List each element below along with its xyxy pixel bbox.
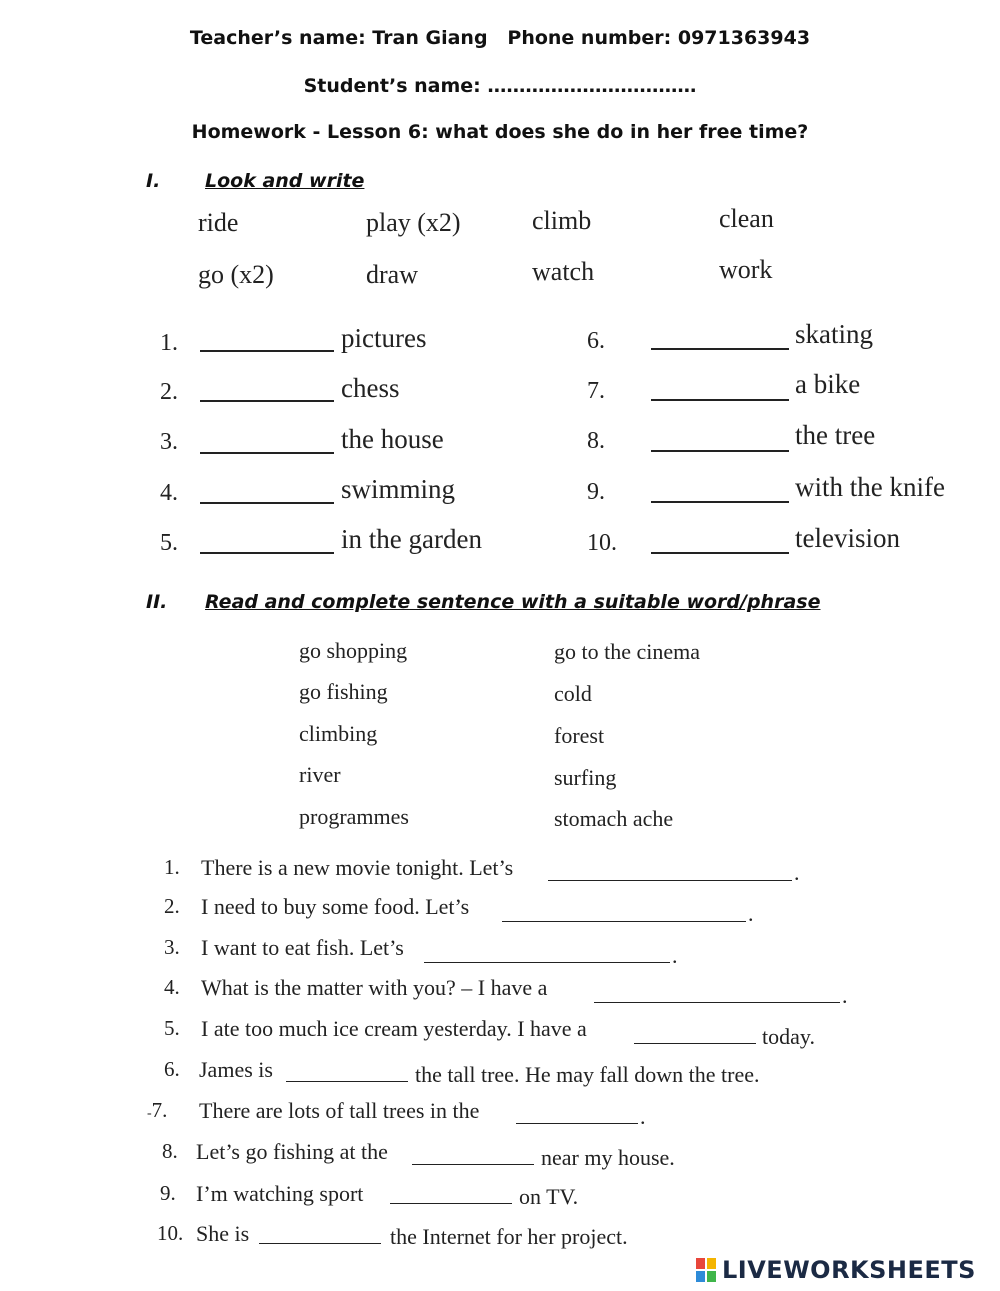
sentence-blank-8[interactable]: [412, 1164, 534, 1165]
item-number: 4.: [160, 480, 178, 506]
sentence-end: .: [672, 943, 678, 968]
sentence-blank-9[interactable]: [390, 1203, 512, 1204]
item-phrase: skating: [795, 319, 873, 349]
item-phrase: in the garden: [341, 524, 482, 554]
sentence-blank-5[interactable]: [634, 1043, 756, 1044]
item-number: 6.: [587, 328, 605, 354]
sentence-number: 1.: [164, 855, 180, 879]
word-bank-item: programmes: [299, 804, 409, 829]
item-phrase: the house: [341, 424, 444, 454]
item-phrase: swimming: [341, 474, 456, 504]
sentence-text: James is: [199, 1057, 273, 1082]
word-bank-item: cold: [554, 681, 592, 706]
sentence-blank-10[interactable]: [259, 1243, 381, 1244]
word-bank-item: go fishing: [299, 679, 388, 704]
section-2-title: Read and complete sentence with a suitable word/phrase: [205, 591, 821, 613]
sentence-text: There are lots of tall trees in the: [199, 1098, 480, 1123]
word-bank-item: go shopping: [299, 638, 408, 663]
sentence-number: 10.: [157, 1221, 184, 1245]
sentence-number: 4.: [164, 975, 180, 999]
item-phrase: the tree: [795, 420, 876, 450]
answer-blank-6[interactable]: [651, 348, 789, 350]
section-2-number: II.: [146, 591, 168, 613]
answer-blank-5[interactable]: [200, 552, 334, 554]
answer-blank-8[interactable]: [651, 450, 789, 452]
word-bank-item: watch: [532, 257, 595, 286]
sentence-end: the Internet for her project.: [390, 1224, 628, 1249]
sentence-text: She is: [196, 1221, 250, 1246]
item-number: 2.: [160, 379, 178, 405]
sentence-end: .: [794, 860, 800, 885]
word-bank-item: forest: [554, 723, 605, 748]
word-bank-item: ride: [198, 208, 239, 237]
sentence-number: 3.: [164, 935, 180, 959]
sentence-blank-1[interactable]: [548, 880, 792, 881]
sentence-blank-3[interactable]: [424, 962, 670, 963]
sentence-end: today.: [762, 1024, 815, 1049]
sentence-text: I ate too much ice cream yesterday. I have a: [201, 1016, 587, 1041]
sentence-number: [147, 1098, 167, 1123]
answer-blank-2[interactable]: [200, 400, 334, 402]
item-number: 3.: [160, 429, 178, 455]
section-1-title: Look and write: [205, 170, 365, 192]
sentence-number: 6.: [164, 1057, 180, 1081]
sentence-blank-4[interactable]: [594, 1002, 840, 1003]
sentence-end: near my house.: [541, 1145, 675, 1170]
word-bank-item: go to the cinema: [554, 639, 701, 664]
homework-title: Homework - Lesson 6: what does she do in her free time?: [191, 121, 809, 143]
answer-blank-4[interactable]: [200, 502, 334, 504]
sentence-number: 8.: [162, 1139, 178, 1163]
liveworksheets-logo: [696, 1255, 976, 1285]
pen-mark: -: [147, 1106, 152, 1121]
item-phrase: with the knife: [795, 472, 945, 502]
answer-blank-10[interactable]: [651, 552, 789, 554]
word-bank-item: go (x2): [198, 260, 274, 289]
item-number: 9.: [587, 479, 605, 505]
word-bank-item: surfing: [554, 765, 617, 790]
item-phrase: television: [795, 523, 900, 553]
sentence-text: I need to buy some food. Let’s: [201, 894, 470, 919]
sentence-text: I want to eat fish. Let’s: [201, 935, 404, 960]
item-number: 1.: [160, 330, 178, 356]
section-1-number: I.: [146, 170, 161, 192]
item-number: 8.: [587, 428, 605, 454]
sentence-number-value: 7.: [151, 1098, 168, 1122]
answer-blank-9[interactable]: [651, 501, 789, 503]
sentence-blank-6[interactable]: [286, 1081, 408, 1082]
word-bank-item: climb: [532, 206, 592, 235]
sentence-end: .: [640, 1104, 646, 1129]
liveworksheets-logo-icon: [696, 1257, 718, 1283]
word-bank-item: river: [299, 762, 341, 787]
sentence-end: .: [842, 983, 848, 1008]
sentence-end: the tall tree. He may fall down the tree.: [415, 1062, 760, 1087]
sentence-number: 5.: [164, 1016, 180, 1040]
word-bank-item: clean: [719, 204, 774, 233]
word-bank-item: climbing: [299, 721, 378, 746]
sentence-blank-2[interactable]: [502, 921, 746, 922]
item-number: 5.: [160, 530, 178, 556]
word-bank-item: play (x2): [366, 208, 461, 237]
sentence-text: I’m watching sport: [196, 1181, 364, 1206]
item-number: 10.: [587, 530, 617, 556]
sentence-end: on TV.: [519, 1184, 579, 1209]
sentence-text: What is the matter with you? – I have a: [201, 975, 548, 1000]
sentence-text: There is a new movie tonight. Let’s: [201, 855, 514, 880]
item-phrase: a bike: [795, 369, 861, 399]
item-number: 7.: [587, 378, 605, 404]
item-phrase: pictures: [341, 323, 427, 353]
answer-blank-1[interactable]: [200, 350, 334, 352]
sentence-number: 2.: [164, 894, 180, 918]
word-bank-item: draw: [366, 260, 418, 289]
sentence-number: 9.: [160, 1181, 176, 1205]
liveworksheets-wordmark: LIVEWORKSHEETS: [722, 1256, 976, 1284]
teacher-info: Teacher’s name: Tran Giang Phone number: 0971363943: [189, 27, 811, 49]
sentence-text: Let’s go fishing at the: [196, 1139, 388, 1164]
sentence-end: .: [748, 901, 754, 926]
word-bank-item: work: [719, 255, 773, 284]
answer-blank-7[interactable]: [651, 399, 789, 401]
item-phrase: chess: [341, 373, 400, 403]
word-bank-item: stomach ache: [554, 806, 674, 831]
sentence-blank-7[interactable]: [516, 1123, 638, 1124]
answer-blank-3[interactable]: [200, 452, 334, 454]
student-name-line: Student’s name: ……………………………: [303, 75, 697, 97]
